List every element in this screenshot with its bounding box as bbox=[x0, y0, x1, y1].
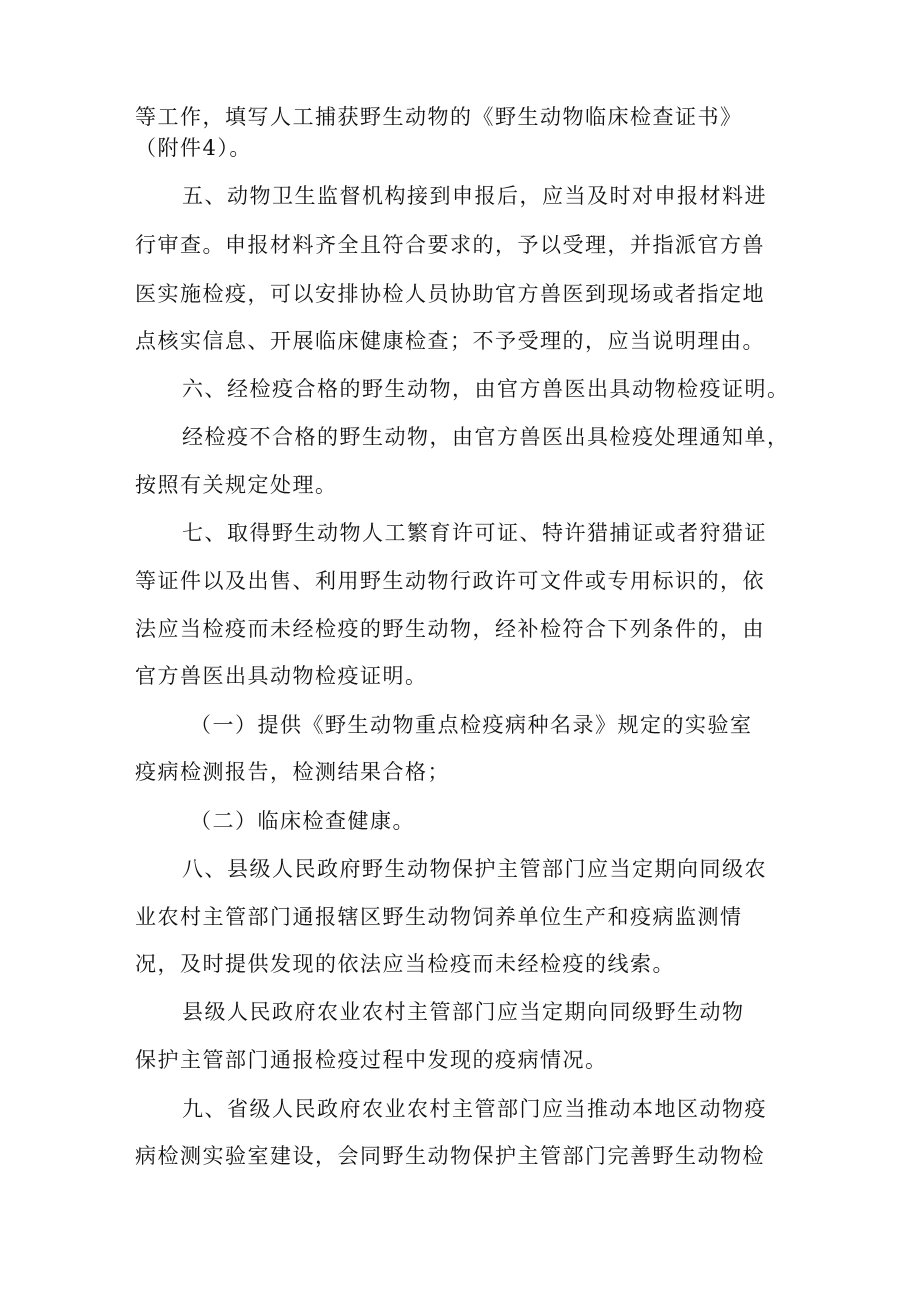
text-line: 保护主管部门通报检疫过程中发现的疫病情况。 bbox=[135, 1048, 608, 1072]
list-item-two: （二）临床检查健康。 bbox=[190, 809, 415, 833]
text-line: 业农村主管部门通报辖区野生动物饲养单位生产和疫病监测情 bbox=[135, 905, 743, 929]
text-line: 疫病检测报告，检测结果合格； bbox=[135, 760, 450, 784]
list-item-one: （一）提供《野生动物重点检疫病种名录》规定的实验室 bbox=[190, 713, 753, 737]
text-line: 点核实信息、开展临床健康检查；不予受理的，应当说明理由。 bbox=[135, 329, 765, 353]
text-line: 经检疫不合格的野生动物，由官方兽医出具检疫处理通知单， bbox=[182, 425, 790, 449]
text-line: 等工作，填写人工捕获野生动物的《野生动物临床检查证书》 bbox=[135, 105, 743, 129]
text-line: 按照有关规定处理。 bbox=[135, 473, 338, 497]
paragraph-five: 五、动物卫生监督机构接到申报后，应当及时对申报材料进 bbox=[182, 184, 767, 208]
text-line: 行审查。申报材料齐全且符合要求的，予以受理，并指派官方兽 bbox=[135, 233, 765, 257]
paragraph-nine: 九、省级人民政府农业农村主管部门应当推动本地区动物疫 bbox=[182, 1097, 767, 1121]
paragraph-eight: 八、县级人民政府野生动物保护主管部门应当定期向同级农 bbox=[182, 857, 767, 881]
text-line: 况，及时提供发现的依法应当检疫而未经检疫的线索。 bbox=[135, 952, 675, 976]
text-line: （附件4）。 bbox=[135, 136, 252, 160]
text-line: 法应当检疫而未经检疫的野生动物，经补检符合下列条件的，由 bbox=[135, 617, 765, 641]
text-line: 医实施检疫，可以安排协检人员协助官方兽医到现场或者指定地 bbox=[135, 282, 765, 306]
text-line: 官方兽医出具动物检疫证明。 bbox=[135, 664, 428, 688]
paragraph-seven: 七、取得野生动物人工繁育许可证、特许猎捕证或者狩猎证 bbox=[182, 521, 767, 545]
text-line: 等证件以及出售、利用野生动物行政许可文件或专用标识的，依 bbox=[135, 569, 765, 593]
text-line: 县级人民政府农业农村主管部门应当定期向同级野生动物 bbox=[182, 1000, 745, 1024]
paragraph-six: 六、经检疫合格的野生动物，由官方兽医出具动物检疫证明。 bbox=[182, 377, 790, 401]
text-line: 病检测实验室建设，会同野生动物保护主管部门完善野生动物检 bbox=[135, 1144, 765, 1168]
